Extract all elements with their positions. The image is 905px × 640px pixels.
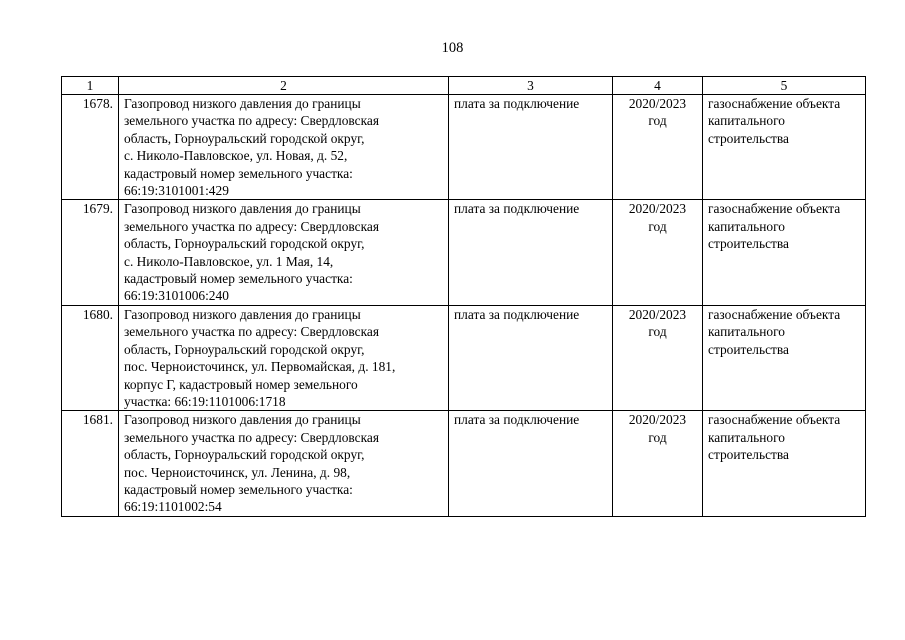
table-row — [62, 305, 866, 410]
purpose-line: капитального — [708, 429, 785, 445]
purpose-line: строительства — [708, 236, 789, 252]
column-header-5: 5 — [703, 77, 866, 95]
period-line: 2020/2023 — [628, 306, 687, 322]
description-line: с. Николо-Павловское, ул. 1 Мая, 14, — [124, 253, 334, 269]
description-line: земельного участка по адресу: Свердловская — [124, 113, 379, 129]
description-line: корпус Г, кадастровый номер земельного — [124, 376, 358, 392]
infrastructure-table — [61, 76, 866, 517]
period-line: 2020/2023 — [628, 412, 687, 428]
financing-basis: плата за подключение — [449, 305, 613, 410]
purpose-line: газоснабжение объекта — [708, 412, 841, 428]
row-number: 1678. — [62, 95, 119, 200]
description-line: Газопровод низкого давления до границы — [124, 412, 361, 428]
column-header-3: 3 — [449, 77, 613, 95]
financing-basis: плата за подключение — [449, 200, 613, 305]
page-number: 108 — [441, 40, 464, 56]
description-line: Газопровод низкого давления до границы — [124, 306, 361, 322]
purpose-line: капитального — [708, 218, 785, 234]
purpose-line: строительства — [708, 130, 789, 146]
implementation-period — [613, 95, 703, 200]
financing-basis: плата за подключение — [449, 411, 613, 516]
implementation-period — [613, 305, 703, 410]
description-line: пос. Черноисточинск, ул. Ленина, д. 98, — [124, 464, 351, 480]
description-line: область, Горноуральский городской округ, — [124, 447, 365, 463]
description-line: область, Горноуральский городской округ, — [124, 236, 365, 252]
description-line: земельного участка по адресу: Свердловская — [124, 218, 379, 234]
purpose-line: строительства — [708, 447, 789, 463]
description-line: область, Горноуральский городской округ, — [124, 341, 365, 357]
row-number: 1680. — [62, 305, 119, 410]
period-line: 2020/2023 — [628, 96, 687, 111]
description-line: кадастровый номер земельного участка: — [124, 481, 353, 497]
period-line: год — [648, 113, 667, 129]
object-purpose — [703, 411, 866, 516]
period-line: 2020/2023 — [628, 201, 687, 217]
period-line: год — [648, 324, 667, 340]
object-description — [119, 411, 449, 516]
column-header-1: 1 — [62, 77, 119, 95]
purpose-line: газоснабжение объекта — [708, 96, 841, 111]
description-line: 66:19:3101001:429 — [124, 183, 229, 199]
description-line: кадастровый номер земельного участка: — [124, 165, 353, 181]
column-header-4: 4 — [613, 77, 703, 95]
row-number: 1679. — [62, 200, 119, 305]
financing-basis: плата за подключение — [449, 95, 613, 200]
period-line: год — [648, 429, 667, 445]
description-line: 66:19:3101006:240 — [124, 288, 229, 304]
period-line: год — [648, 218, 667, 234]
column-header-2: 2 — [119, 77, 449, 95]
description-line: Газопровод низкого давления до границы — [124, 201, 361, 217]
description-line: с. Николо-Павловское, ул. Новая, д. 52, — [124, 148, 348, 164]
object-purpose — [703, 95, 866, 200]
description-line: 66:19:1101002:54 — [124, 499, 222, 515]
object-description — [119, 200, 449, 305]
implementation-period — [613, 200, 703, 305]
purpose-line: газоснабжение объекта — [708, 306, 841, 322]
description-line: земельного участка по адресу: Свердловская — [124, 324, 379, 340]
object-purpose — [703, 305, 866, 410]
row-number: 1681. — [62, 411, 119, 516]
description-line: пос. Черноисточинск, ул. Первомайская, д. 181, — [124, 359, 396, 375]
table-row — [62, 200, 866, 305]
object-description — [119, 95, 449, 200]
description-line: Газопровод низкого давления до границы — [124, 96, 361, 111]
object-purpose — [703, 200, 866, 305]
table-header-row — [62, 77, 866, 95]
object-description — [119, 305, 449, 410]
purpose-line: строительства — [708, 341, 789, 357]
purpose-line: капитального — [708, 324, 785, 340]
implementation-period — [613, 411, 703, 516]
description-line: земельного участка по адресу: Свердловская — [124, 429, 379, 445]
description-line: область, Горноуральский городской округ, — [124, 130, 365, 146]
purpose-line: газоснабжение объекта — [708, 201, 841, 217]
purpose-line: капитального — [708, 113, 785, 129]
description-line: участка: 66:19:1101006:1718 — [124, 393, 286, 409]
description-line: кадастровый номер земельного участка: — [124, 271, 353, 287]
table-row — [62, 411, 866, 516]
table-row — [62, 95, 866, 200]
